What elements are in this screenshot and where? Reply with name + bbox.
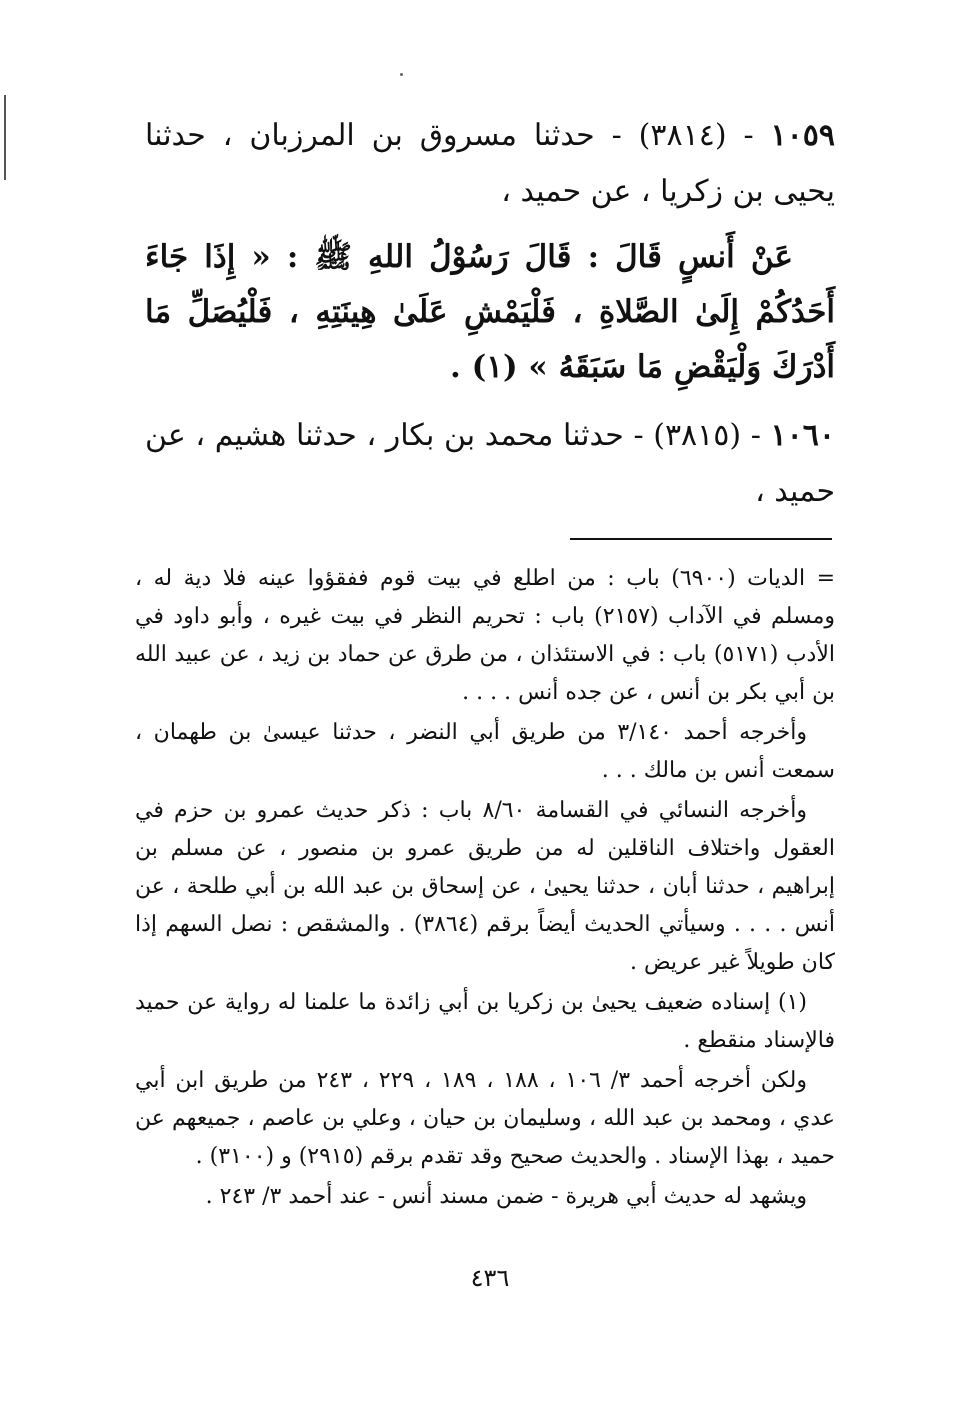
- hadith-1059-isnad: [145, 108, 835, 220]
- footnote-text: وأخرجه أحمد ٣/١٤٠ من طريق أبي النضر ، حدثنا عيسىٰ بن طهمان ، سمعت أنس بن مالك . . .: [135, 720, 835, 783]
- footnote-paragraph: [135, 1178, 835, 1216]
- footnote-text: (١) إسناده ضعيف يحيىٰ بن زكريا بن أبي زائدة ما علمنا له رواية عن حميد فالإسناد منقطع .: [135, 990, 835, 1053]
- footnote-text: وأخرجه النسائي في القسامة ٨/٦٠ باب : ذكر حديث عمرو بن حزم في العقول واختلاف الناقلين له من طريق عمرو بن منصور ، عن مسلم بن إبراهيم ، حدثنا أبان ، حدثنا يحيىٰ ، عن إسحاق بن عبد الله بن أبي طلحة ، عن أنس . . . . وسيأتي الحديث أيضاً برقم (٣٨٦٤) . والمشقص : نصل السهم إذا كان طويلاً غير عريض .: [135, 798, 835, 975]
- footnote-separator: [570, 538, 832, 540]
- footnote-text: ولكن أخرجه أحمد ٣/ ١٠٦ ، ١٨٨ ، ١٨٩ ، ٢٢٩ ، ٢٤٣ من طريق ابن أبي عدي ، ومحمد بن عبد الله ، وسليمان بن حيان ، وعلي بن عاصم ، جميعهم عن حميد ، بهذا الإسناد . والحديث صحيح وقد تقدم برقم (٢٩١٥) و (٣١٠٠) .: [135, 1068, 835, 1169]
- footnote-text: ويشهد له حديث أبي هريرة - ضمن مسند أنس - عند أحمد ٣/ ٢٤٣ .: [205, 1184, 807, 1209]
- hadith-matn-text: عَنْ أَنسٍ قَالَ : قَالَ رَسُوْلُ اللهِ ﷺ : « إِذَا جَاءَ أَحَدُكُمْ إِلَىٰ الصَّلاةِ ، فَلْيَمْشِ عَلَىٰ هِينَتِهِ ، فَلْيُصَلِّ مَا أَدْرَكَ وَلْيَقْضِ مَا سَبَقَهُ » (١) .: [145, 239, 835, 385]
- hadith-isnad-text: - (٣٨١٤) - حدثنا مسروق بن المرزبان ، حدثنا يحيى بن زكريا ، عن حميد ،: [145, 118, 835, 209]
- hadith-1060-isnad: [145, 408, 835, 520]
- footnote-paragraph: [135, 984, 835, 1060]
- footnote-paragraph: [135, 1062, 835, 1176]
- footnotes: [135, 560, 835, 1218]
- hadith-number: ١٠٥٩: [770, 118, 835, 153]
- footnote-paragraph: [135, 792, 835, 982]
- hadith-isnad-text: - (٣٨١٥) - حدثنا محمد بن بكار ، حدثنا هشيم ، عن حميد ،: [145, 418, 835, 509]
- scan-edge-mark: [4, 95, 6, 180]
- footnote-paragraph: [135, 714, 835, 790]
- hadith-number: ١٠٦٠: [770, 418, 835, 453]
- footnote-paragraph: = الديات (٦٩٠٠) باب : من اطلع في بيت قوم ففقؤوا عينه فلا دية له ، ومسلم في الآداب (٢١٥٧) باب : تحريم النظر في بيت غيره ، وأبو داود في الأدب (٥١٧١) باب : في الاستئذان ، من طرق عن حماد بن زيد ، عن عبيد الله بن أبي بكر بن أنس ، عن جده أنس . . . .: [135, 566, 836, 705]
- scan-speck: [400, 73, 403, 76]
- page-number: ٤٣٦: [470, 1264, 510, 1292]
- hadith-1059-matn: [145, 230, 835, 395]
